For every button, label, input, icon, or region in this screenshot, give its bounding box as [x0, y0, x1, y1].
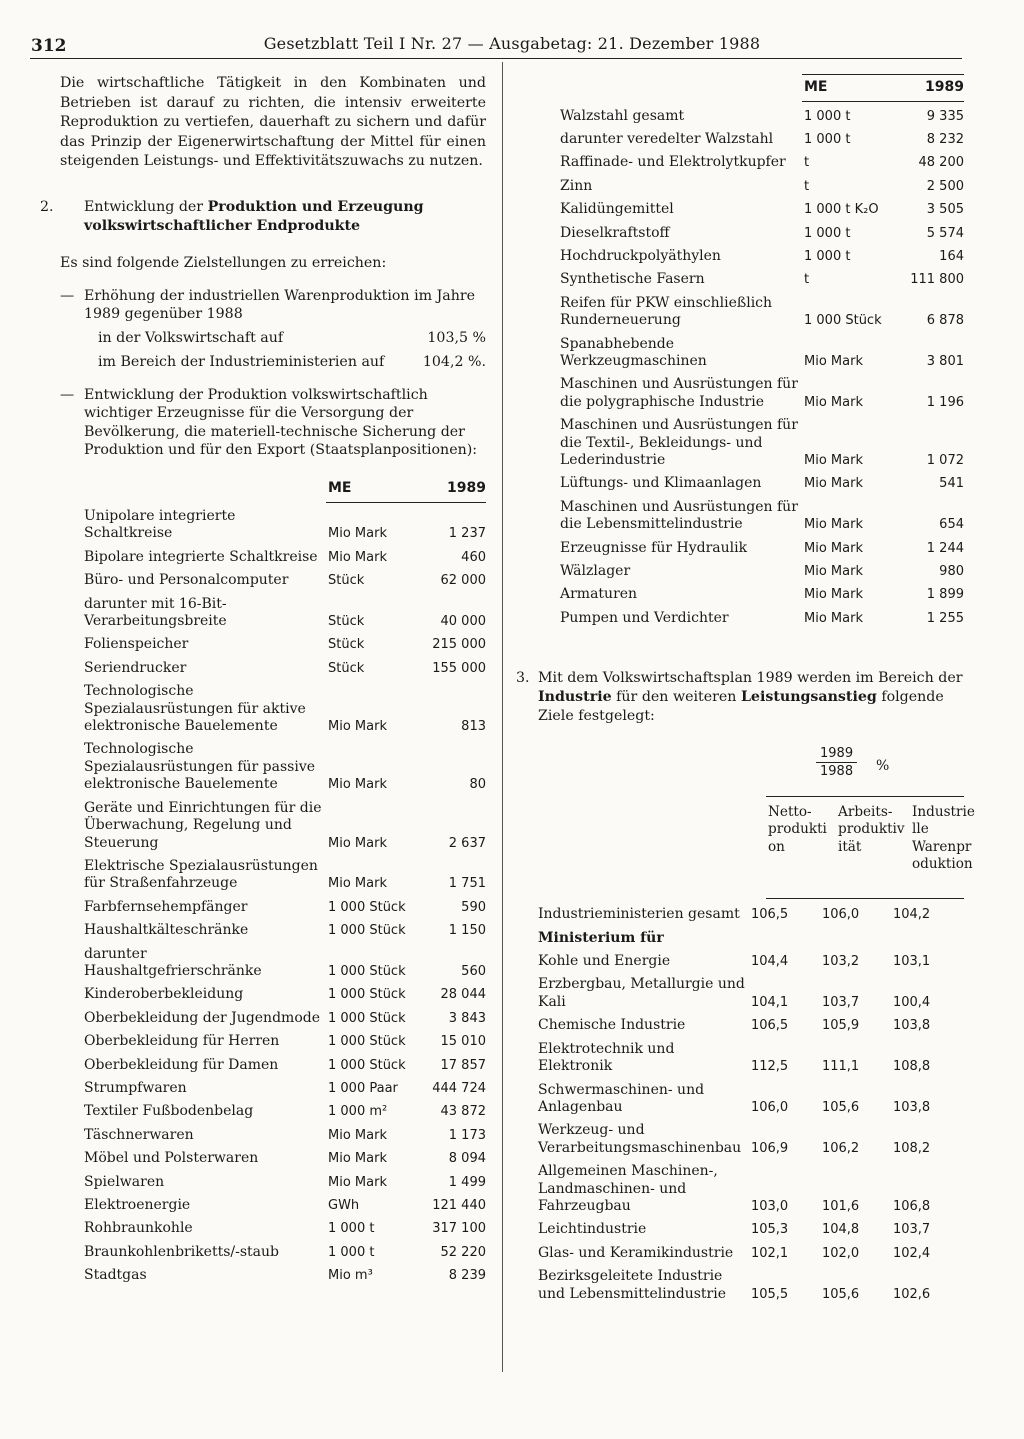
- index-value: 102,6: [892, 1286, 931, 1302]
- table-row: [84, 893, 486, 916]
- product-name: Walzstahl gesamt: [560, 107, 685, 124]
- product-value: 215 000: [432, 637, 486, 653]
- product-value: 1 150: [448, 923, 486, 939]
- column-header-waren: Industrielle Warenproduktion: [912, 804, 975, 872]
- table-row: [84, 677, 486, 735]
- product-value: 2 637: [448, 835, 486, 851]
- table-row: [84, 1144, 486, 1167]
- column-header-arbeit: Arbeits-produktivität: [838, 804, 905, 855]
- product-value: 3 801: [926, 353, 964, 369]
- index-value: 104,1: [750, 994, 789, 1010]
- product-unit: 1 000 Stück: [328, 1034, 406, 1050]
- table-row: [84, 852, 486, 893]
- ministry-name: Bezirksgeleitete Industrie und Lebensmittelindustrie: [538, 1268, 726, 1302]
- product-unit: Stück: [328, 637, 365, 653]
- product-unit: t: [804, 155, 810, 171]
- product-unit: 1 000 Stück: [328, 963, 406, 979]
- table-row: [84, 1214, 486, 1237]
- product-name: Oberbekleidung für Damen: [84, 1056, 279, 1073]
- table-row: [84, 590, 486, 631]
- product-unit: Stück: [328, 660, 365, 676]
- index-value: 106,0: [750, 1099, 789, 1115]
- table-row: [84, 1074, 486, 1097]
- dash: —: [60, 386, 75, 403]
- index-value: [822, 924, 893, 947]
- rate-value: 104,2 %.: [422, 353, 486, 370]
- product-unit: Mio Mark: [328, 777, 387, 793]
- ministry-name: Glas- und Keramikindustrie: [538, 1244, 734, 1261]
- product-name: Möbel und Polsterwaren: [84, 1150, 259, 1167]
- product-value: 1 072: [926, 453, 964, 468]
- product-value: 8 094: [448, 1151, 486, 1167]
- section-3-text: [516, 669, 964, 726]
- product-value: 62 000: [440, 573, 486, 589]
- table-row: [560, 172, 964, 195]
- page-header: Gesetzblatt Teil I Nr. 27 — Ausgabetag: 21. Dezember 1988: [263, 34, 761, 53]
- index-value: 105,6: [821, 1286, 860, 1302]
- ministry-name: Kohle und Energie: [538, 953, 671, 970]
- product-unit: Mio Mark: [328, 526, 387, 542]
- table-row: [560, 493, 964, 534]
- index-value: [893, 924, 964, 947]
- rate-row: [98, 329, 486, 348]
- product-value: 1 196: [926, 394, 964, 410]
- header-rule: [766, 898, 964, 899]
- product-name: Textiler Fußbodenbelag: [84, 1103, 254, 1120]
- table-row: [84, 794, 486, 852]
- product-unit: Mio Mark: [804, 517, 863, 533]
- table-row: [560, 330, 964, 371]
- product-name: darunter mit 16-Bit-Verarbeitungsbreite: [84, 595, 227, 630]
- product-unit: 1 000 m²: [328, 1104, 388, 1120]
- section3-text-before: Mit dem Volkswirtschaftsplan 1989 werden im Bereich der: [538, 670, 963, 687]
- index-value: [747, 924, 822, 947]
- product-value: 80: [469, 777, 486, 793]
- index-value: 108,2: [892, 1140, 931, 1156]
- table-row: [560, 604, 964, 627]
- table-row: [84, 940, 486, 981]
- product-name: Rohbraunkohle: [84, 1220, 193, 1237]
- table-row: [560, 265, 964, 288]
- product-name: Strumpfwaren: [84, 1079, 187, 1096]
- column-divider: [502, 62, 503, 1372]
- product-name: Kinderoberbekleidung: [84, 986, 244, 1003]
- table-row: [84, 1121, 486, 1144]
- ministry-name: Werkzeug- und Verarbeitungsmaschinenbau: [538, 1122, 742, 1156]
- product-value: 1 244: [926, 540, 964, 556]
- product-value: 111 800: [910, 272, 964, 288]
- table-row: [560, 557, 964, 580]
- product-name: Maschinen und Ausrüstungen für die polygraphische Industrie: [560, 376, 798, 410]
- product-name: Erzeugnisse für Hydraulik: [560, 539, 748, 556]
- product-unit: t: [804, 178, 810, 194]
- table-header-row: [560, 75, 964, 102]
- product-value: 980: [939, 564, 964, 580]
- index-value: 105,6: [821, 1099, 860, 1115]
- table-row: [84, 735, 486, 793]
- section-title-plain: Entwicklung der: [84, 198, 208, 215]
- product-value: 28 044: [440, 987, 486, 1003]
- product-value: 8 232: [926, 131, 964, 147]
- table-row: [84, 1027, 486, 1050]
- section-number: 3.: [516, 670, 530, 687]
- product-name: Technologische Spezialausrüstungen für aktive elektronische Bauelemente: [84, 683, 306, 735]
- index-value: 112,5: [750, 1059, 789, 1075]
- table-row: [84, 630, 486, 653]
- index-table-container: [538, 744, 975, 1303]
- dash: —: [60, 287, 75, 304]
- product-unit: Mio Mark: [328, 1151, 387, 1167]
- product-value: 541: [939, 476, 964, 492]
- table-row: [538, 1076, 964, 1117]
- index-value: 103,0: [750, 1198, 789, 1214]
- product-unit: Mio Mark: [804, 476, 863, 492]
- table-row: [560, 289, 964, 330]
- product-unit: 1 000 t K₂O: [804, 202, 879, 218]
- table-row: [84, 1238, 486, 1261]
- ministry-name: Elektrotechnik und Elektronik: [538, 1040, 675, 1075]
- ratio-denominator: 1988: [820, 764, 854, 780]
- product-unit: Stück: [328, 614, 365, 630]
- table-row: [560, 469, 964, 492]
- product-value: 164: [939, 248, 964, 264]
- index-value: 106,0: [821, 907, 860, 923]
- index-table: [538, 900, 964, 1303]
- right-column: [516, 74, 975, 1303]
- column-header-netto: Netto-produktion: [768, 804, 827, 855]
- product-name: Geräte und Einrichtungen für die Überwachung, Regelung und Steuerung: [84, 799, 322, 851]
- table-row: [538, 1011, 964, 1034]
- ministry-name: Allgemeinen Maschinen-, Landmaschinen- und Fahrzeugbau: [538, 1163, 718, 1214]
- section-title-bold: Produktion und Erzeugung volkswirtschaftlicher Endprodukte: [84, 198, 424, 234]
- table-row: [84, 980, 486, 1003]
- table-row: [84, 543, 486, 566]
- index-value: 105,9: [821, 1018, 860, 1034]
- product-value: 17 857: [440, 1057, 486, 1073]
- table-row: [538, 1239, 964, 1262]
- product-value: 155 000: [432, 660, 486, 676]
- ministry-name: Erzbergbau, Metallurgie und Kali: [538, 976, 745, 1010]
- index-value: 101,6: [821, 1198, 860, 1214]
- index-value: 106,2: [821, 1140, 860, 1156]
- product-name: Stadtgas: [84, 1267, 147, 1284]
- rate-label: im Bereich der Industrieministerien auf: [98, 353, 385, 370]
- product-name: Hochdruckpolyäthylen: [560, 247, 721, 264]
- left-product-table: [84, 476, 486, 1285]
- product-name: darunter veredelter Walzstahl: [560, 130, 774, 147]
- table-row: [560, 219, 964, 242]
- table-row: [538, 1262, 964, 1303]
- product-name: Braunkohlenbriketts/-staub: [84, 1243, 279, 1260]
- product-value: 52 220: [440, 1244, 486, 1260]
- product-name: Lüftungs- und Klimaanlagen: [560, 475, 762, 492]
- section3-text-middle: für den weiteren: [611, 689, 741, 706]
- ratio-fraction: [816, 746, 857, 779]
- section3-bold-industrie: Industrie: [538, 689, 612, 706]
- index-value: 103,2: [821, 954, 860, 970]
- product-unit: Mio Mark: [804, 453, 863, 468]
- table-row: [538, 1035, 964, 1076]
- section-number: 2.: [40, 198, 54, 215]
- product-unit: 1 000 Stück: [328, 987, 406, 1003]
- product-unit: 1 000 t: [804, 108, 851, 124]
- product-value: 813: [461, 719, 486, 735]
- product-value: 6 878: [926, 313, 964, 329]
- table-row: [560, 534, 964, 557]
- index-value: 103,7: [892, 1222, 931, 1238]
- table-header-row: [84, 476, 486, 503]
- table-header-year: 1989: [428, 476, 486, 503]
- product-name: Armaturen: [560, 586, 638, 603]
- product-value: 15 010: [440, 1034, 486, 1050]
- product-unit: GWh: [328, 1198, 360, 1213]
- rate-value: 103,5 %: [427, 329, 486, 346]
- table-row: [560, 148, 964, 171]
- product-unit: Mio m³: [328, 1268, 373, 1284]
- product-value: 9 335: [926, 108, 964, 124]
- product-name: Dieselkraftstoff: [560, 224, 670, 241]
- table-row: [84, 502, 486, 543]
- page-number: 312: [31, 36, 67, 56]
- product-unit: 1 000 Paar: [328, 1080, 398, 1096]
- index-value: 102,4: [892, 1245, 931, 1261]
- index-value: 102,0: [821, 1245, 860, 1261]
- section3-text-after: folgende Ziele festgelegt:: [538, 689, 944, 725]
- product-name: Zinn: [560, 177, 593, 194]
- table-row: [560, 242, 964, 265]
- table-row: [560, 411, 964, 469]
- product-name: Maschinen und Ausrüstungen für die Lebensmittelindustrie: [560, 498, 798, 533]
- product-value: 2 500: [926, 178, 964, 194]
- product-unit: 1 000 Stück: [328, 1010, 406, 1026]
- product-value: 3 505: [926, 202, 964, 218]
- index-value: 111,1: [821, 1059, 860, 1075]
- product-name: Folienspeicher: [84, 636, 189, 653]
- product-name: Synthetische Fasern: [560, 271, 705, 288]
- product-value: 48 200: [918, 155, 964, 171]
- left-column: [40, 74, 486, 1285]
- product-unit: 1 000 Stück: [804, 313, 882, 329]
- table-row: [538, 947, 964, 970]
- product-name: Bipolare integrierte Schaltkreise: [84, 548, 318, 565]
- table-row: [84, 1168, 486, 1191]
- table-row: [560, 370, 964, 411]
- index-value: 105,3: [750, 1222, 789, 1238]
- product-name: Pumpen und Verdichter: [560, 609, 729, 626]
- right-product-table: [560, 74, 964, 627]
- product-value: 1 751: [448, 876, 486, 892]
- product-unit: Mio Mark: [328, 835, 387, 851]
- ministry-name: Chemische Industrie: [538, 1017, 686, 1034]
- product-name: Haushaltkälteschränke: [84, 922, 249, 939]
- intro-paragraph: Die wirtschaftliche Tätigkeit in den Kombinaten und Betrieben ist darauf zu richten, die intensiv erweiterte Reproduktion zu vertiefen, dauerhaft zu sichern und dafür das Prinzip der Eigenerwirtschaftung der Mittel für einen steigenden Leistungs- und Effektivitätszuwachs zu nutzen.: [60, 75, 486, 169]
- product-unit: Mio Mark: [804, 564, 863, 580]
- table-row: [84, 654, 486, 677]
- product-unit: Mio Mark: [328, 719, 387, 735]
- ministry-name: Leichtindustrie: [538, 1221, 647, 1238]
- table-row: [560, 195, 964, 218]
- product-value: 590: [461, 899, 486, 915]
- product-name: Reifen für PKW einschließlich Runderneuerung: [560, 294, 773, 329]
- table-row: [84, 1261, 486, 1284]
- product-unit: Mio Mark: [804, 540, 863, 556]
- table-row: [84, 1097, 486, 1120]
- index-value: 100,4: [892, 994, 931, 1010]
- product-unit: 1 000 Stück: [328, 899, 406, 915]
- ministry-name: Industrieministerien gesamt: [538, 906, 740, 923]
- table-row: [538, 924, 964, 947]
- index-table-header: [538, 744, 975, 894]
- product-unit: Mio Mark: [328, 549, 387, 565]
- header-rule: [766, 796, 964, 797]
- ministry-name: Schwermaschinen- und Anlagenbau: [538, 1081, 705, 1115]
- index-value: 108,8: [892, 1059, 931, 1075]
- product-value: 560: [461, 963, 486, 979]
- index-value: 103,1: [892, 954, 931, 970]
- table-row: [560, 102, 964, 125]
- product-unit: Mio Mark: [328, 876, 387, 892]
- product-name: Elektrische Spezialausrüstungen für Straßenfahrzeuge: [84, 857, 318, 892]
- goal-text: Entwicklung der Produktion volkswirtschaftlich wichtiger Erzeugnisse für die Versorgung der Bevölkerung, die materiell-technische Sicherung der Produktion und für den Export (Staatsplanpositionen):: [84, 386, 478, 458]
- product-name: Farbfernsehempfänger: [84, 898, 248, 915]
- product-name: Kalidüngemittel: [560, 201, 674, 218]
- index-value: 104,8: [821, 1222, 860, 1238]
- header-rule: [30, 58, 962, 59]
- ratio-numerator: 1989: [816, 746, 857, 763]
- product-name: Technologische Spezialausrüstungen für passive elektronische Bauelemente: [84, 741, 316, 793]
- product-name: Elektroenergie: [84, 1197, 191, 1213]
- product-name: Unipolare integrierte Schaltkreise: [84, 508, 236, 542]
- table-row: [84, 1051, 486, 1074]
- product-value: 1 255: [926, 610, 964, 626]
- product-unit: 1 000 t: [804, 225, 851, 241]
- product-name: Seriendrucker: [84, 659, 187, 676]
- product-unit: 1 000 Stück: [328, 923, 406, 939]
- product-value: 460: [461, 549, 486, 565]
- product-value: 43 872: [440, 1104, 486, 1120]
- index-value: 106,8: [892, 1198, 931, 1214]
- index-value: 106,5: [750, 1018, 789, 1034]
- product-unit: 1 000 t: [328, 1244, 375, 1260]
- table-row: [538, 1116, 964, 1157]
- product-unit: Mio Mark: [804, 587, 863, 603]
- index-value: 106,9: [750, 1140, 789, 1156]
- product-value: 121 440: [432, 1198, 486, 1213]
- product-unit: 1 000 t: [328, 1221, 375, 1237]
- index-value: 105,5: [750, 1286, 789, 1302]
- table-header-year: 1989: [904, 75, 964, 102]
- product-name: Spanabhebende Werkzeugmaschinen: [560, 335, 707, 369]
- table-row: [538, 970, 964, 1011]
- rate-label: in der Volkswirtschaft auf: [98, 329, 284, 346]
- index-value: 103,7: [821, 994, 860, 1010]
- product-name: Täschnerwaren: [84, 1126, 194, 1143]
- product-unit: Stück: [328, 573, 365, 589]
- product-unit: 1 000 Stück: [328, 1057, 406, 1073]
- table-row: [538, 900, 964, 923]
- product-value: 1 499: [448, 1174, 486, 1190]
- table-header-unit: ME: [802, 75, 904, 102]
- product-unit: 1 000 t: [804, 131, 851, 147]
- index-value: 102,1: [750, 1245, 789, 1261]
- table-row: [538, 1157, 964, 1215]
- table-row: [84, 1004, 486, 1027]
- table-row: [538, 1215, 964, 1238]
- product-unit: Mio Mark: [328, 1127, 387, 1143]
- table-row: [560, 125, 964, 148]
- table-row: [84, 566, 486, 589]
- product-name: Oberbekleidung für Herren: [84, 1033, 280, 1050]
- product-unit: Mio Mark: [804, 353, 863, 369]
- index-value: 103,8: [892, 1018, 931, 1034]
- section3-bold-leistung: Leistungsanstieg: [740, 689, 877, 706]
- product-value: 317 100: [432, 1221, 486, 1237]
- goals-intro: Es sind folgende Zielstellungen zu erreichen:: [60, 254, 387, 271]
- product-name: Raffinade- und Elektrolytkupfer: [560, 154, 786, 171]
- ministry-name: Ministerium für: [538, 929, 664, 946]
- product-unit: 1 000 t: [804, 248, 851, 264]
- product-name: Spielwaren: [84, 1173, 165, 1190]
- product-name: Maschinen und Ausrüstungen für die Textil-, Bekleidungs- und Lederindustrie: [560, 417, 798, 468]
- product-value: 40 000: [440, 614, 486, 630]
- index-value: 106,5: [750, 907, 789, 923]
- goal-item-production: [60, 287, 486, 324]
- product-value: 654: [939, 517, 964, 533]
- product-unit: Mio Mark: [804, 394, 863, 410]
- index-value: 104,4: [750, 954, 789, 970]
- product-unit: t: [804, 272, 810, 288]
- product-value: 1 237: [448, 526, 486, 542]
- product-value: 3 843: [448, 1010, 486, 1026]
- product-value: 1 899: [926, 587, 964, 603]
- table-row: [84, 916, 486, 939]
- table-row: [560, 580, 964, 603]
- index-value: 104,2: [892, 907, 931, 923]
- product-name: darunter Haushaltgefrierschränke: [84, 945, 262, 979]
- rate-row: [98, 353, 486, 372]
- goal-item-products: [60, 386, 486, 460]
- product-name: Büro- und Personalcomputer: [84, 572, 289, 589]
- product-name: Wälzlager: [560, 563, 631, 580]
- product-name: Oberbekleidung der Jugendmode: [84, 1009, 320, 1026]
- product-value: 444 724: [432, 1080, 486, 1096]
- goal-text: Erhöhung der industriellen Warenproduktion im Jahre 1989 gegenüber 1988: [84, 287, 476, 322]
- index-value: 103,8: [892, 1099, 931, 1115]
- section-2-title: [40, 198, 486, 236]
- table-header-blank: [560, 75, 802, 102]
- product-value: 5 574: [926, 225, 964, 241]
- product-value: 1 173: [448, 1127, 486, 1143]
- table-row: [84, 1191, 486, 1214]
- table-header-blank: [84, 476, 326, 503]
- ratio-unit: %: [876, 758, 890, 775]
- product-unit: Mio Mark: [804, 610, 863, 626]
- product-unit: Mio Mark: [328, 1174, 387, 1190]
- product-value: 8 239: [448, 1268, 486, 1284]
- table-header-unit: ME: [326, 476, 428, 503]
